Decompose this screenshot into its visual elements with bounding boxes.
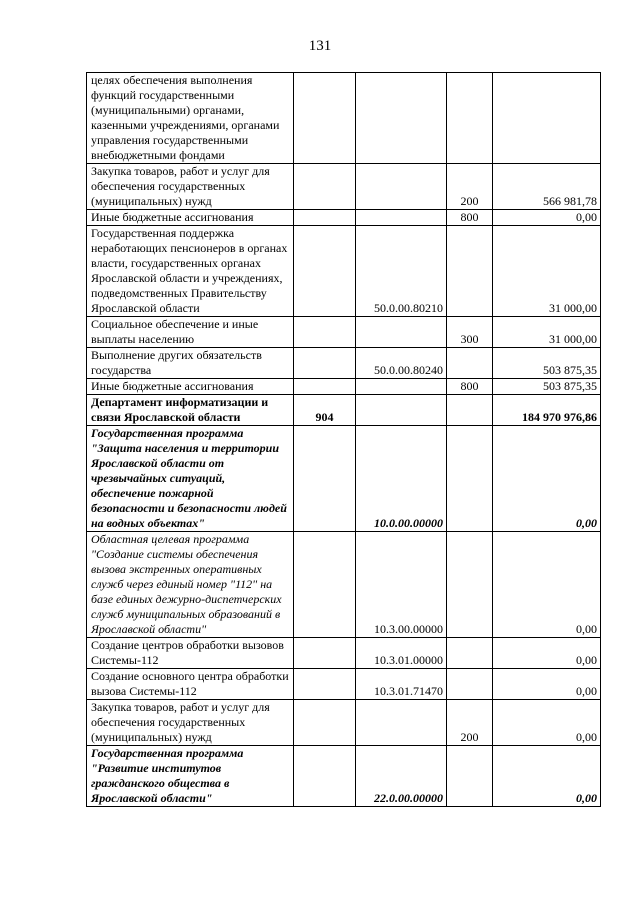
row-vr (447, 348, 493, 379)
table-row (87, 746, 601, 807)
row-amount: 0,00 (493, 210, 601, 226)
table-row (87, 379, 601, 395)
row-vr (447, 395, 493, 426)
table-row (87, 210, 601, 226)
table-row (87, 638, 601, 669)
row-amount: 0,00 (493, 532, 601, 638)
row-amount: 184 970 976,86 (493, 395, 601, 426)
row-amount: 0,00 (493, 669, 601, 700)
row-vr (447, 746, 493, 807)
row-amount: 31 000,00 (493, 317, 601, 348)
row-ved (294, 210, 356, 226)
row-ved (294, 226, 356, 317)
row-amount: 503 875,35 (493, 348, 601, 379)
row-amount: 0,00 (493, 426, 601, 532)
row-ved (294, 532, 356, 638)
row-name: Иные бюджетные ассигнования (87, 379, 294, 395)
row-amount: 566 981,78 (493, 164, 601, 210)
table-row (87, 226, 601, 317)
row-name: Государственная программа "Защита населения и территории Ярославской области от чрезвычайных ситуаций, обеспечение пожарной безопасности и безопасности людей на водных объектах" (87, 426, 294, 532)
row-csr (356, 73, 447, 164)
row-ved (294, 746, 356, 807)
table-row (87, 395, 601, 426)
table-row (87, 532, 601, 638)
row-csr (356, 700, 447, 746)
row-csr: 10.3.01.71470 (356, 669, 447, 700)
row-vr: 800 (447, 210, 493, 226)
row-vr: 200 (447, 164, 493, 210)
row-vr: 800 (447, 379, 493, 395)
row-vr (447, 638, 493, 669)
row-csr (356, 317, 447, 348)
row-vr (447, 669, 493, 700)
row-ved (294, 348, 356, 379)
row-name: Социальное обеспечение и иные выплаты населению (87, 317, 294, 348)
table-row (87, 700, 601, 746)
row-ved (294, 638, 356, 669)
row-ved (294, 164, 356, 210)
table-row (87, 73, 601, 164)
row-ved (294, 426, 356, 532)
row-csr: 50.0.00.80210 (356, 226, 447, 317)
row-csr (356, 379, 447, 395)
row-name: Закупка товаров, работ и услуг для обеспечения государственных (муниципальных) нужд (87, 164, 294, 210)
row-name: Закупка товаров, работ и услуг для обеспечения государственных (муниципальных) нужд (87, 700, 294, 746)
row-vr: 200 (447, 700, 493, 746)
row-amount: 0,00 (493, 700, 601, 746)
row-csr: 10.3.01.00000 (356, 638, 447, 669)
row-vr (447, 226, 493, 317)
table-row (87, 669, 601, 700)
row-ved (294, 379, 356, 395)
row-vr (447, 426, 493, 532)
row-name: Областная целевая программа "Создание системы обеспечения вызова экстренных оперативных служб через единый номер "112" на базе единых дежурно-диспетчерских служб муниципальных образований в Ярославской области" (87, 532, 294, 638)
row-amount: 0,00 (493, 638, 601, 669)
row-vr (447, 73, 493, 164)
row-name: Иные бюджетные ассигнования (87, 210, 294, 226)
row-csr: 10.3.00.00000 (356, 532, 447, 638)
row-ved (294, 669, 356, 700)
row-name: Создание основного центра обработки вызова Системы-112 (87, 669, 294, 700)
row-vr (447, 532, 493, 638)
row-vr: 300 (447, 317, 493, 348)
row-csr: 10.0.00.00000 (356, 426, 447, 532)
row-csr (356, 395, 447, 426)
row-name: Выполнение других обязательств государства (87, 348, 294, 379)
row-amount (493, 73, 601, 164)
table-row (87, 164, 601, 210)
row-ved (294, 317, 356, 348)
table-row (87, 317, 601, 348)
row-name: целях обеспечения выполнения функций государственными (муниципальными) органами, казенными учреждениями, органами управления государственными внебюджетными фондами (87, 73, 294, 164)
row-amount: 31 000,00 (493, 226, 601, 317)
row-name: Департамент информатизации и связи Ярославской области (87, 395, 294, 426)
row-name: Государственная программа "Развитие институтов гражданского общества в Ярославской области" (87, 746, 294, 807)
row-ved (294, 700, 356, 746)
budget-table (86, 72, 601, 807)
row-ved: 904 (294, 395, 356, 426)
row-amount: 0,00 (493, 746, 601, 807)
row-amount: 503 875,35 (493, 379, 601, 395)
row-csr: 50.0.00.80240 (356, 348, 447, 379)
row-name: Государственная поддержка неработающих пенсионеров в органах власти, государственных органах Ярославской области и учреждениях, подведомственных Правительству Ярославской области (87, 226, 294, 317)
row-name: Создание центров обработки вызовов Системы-112 (87, 638, 294, 669)
row-csr (356, 164, 447, 210)
table-row (87, 348, 601, 379)
page-number: 131 (308, 38, 332, 54)
row-csr (356, 210, 447, 226)
row-csr: 22.0.00.00000 (356, 746, 447, 807)
table-row (87, 426, 601, 532)
row-ved (294, 73, 356, 164)
